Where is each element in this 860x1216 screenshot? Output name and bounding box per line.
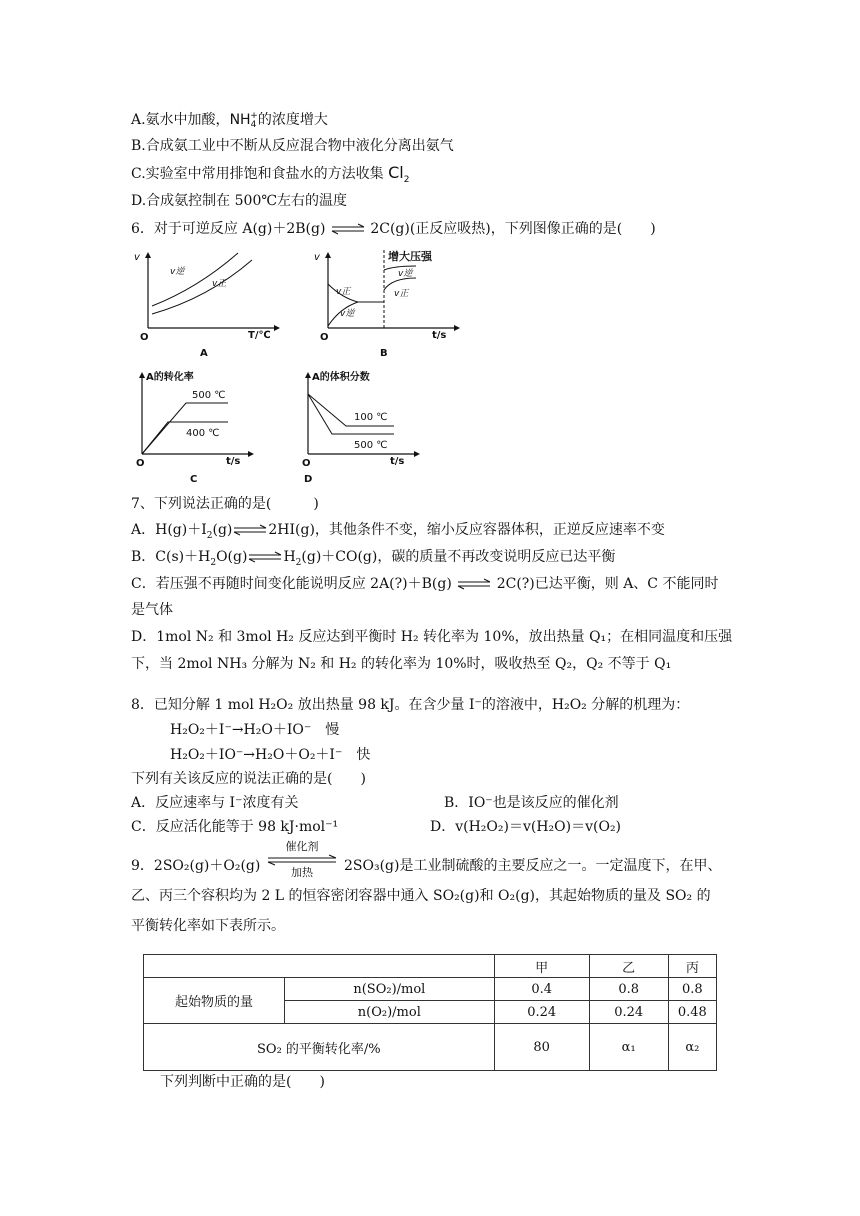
q8-step1: H₂O₂＋I⁻→H₂O＋IO⁻ 慢 bbox=[170, 722, 340, 738]
row-group-label: 起始物质的量 bbox=[144, 978, 285, 1024]
q7-option-a: A．$H(g)+I_2(g)$ 2HI(g)，其他条件不变，缩小反应容器体积，正逆反应速率不变 bbox=[131, 522, 665, 541]
svg-text:v逆: v逆 bbox=[398, 269, 413, 279]
col-header-jia: 甲 bbox=[494, 955, 589, 978]
svg-text:400 ℃: 400 ℃ bbox=[186, 428, 220, 439]
q5-option-c: C.实验室中常用排饱和食盐水的方法收集 $Cl_2$ bbox=[131, 163, 410, 186]
q7-option-b: B．$C(s)+H_2O(g)$ $H_2(g)+CO(g)$，碳的质量不再改变说明反应已达平衡 bbox=[131, 549, 616, 568]
fig-a-ylabel: v bbox=[134, 252, 140, 263]
q9-table: 甲 乙 丙 起始物质的量 n(SO₂)/mol 0.4 0.8 0.8 n(O₂)/mol 0.24 0.24 0.48 SO₂ 的平衡转化率/% 80 α₁ α₂ bbox=[143, 954, 717, 1071]
svg-text:v正: v正 bbox=[394, 289, 409, 299]
svg-text:O: O bbox=[136, 458, 145, 469]
svg-text:增大压强: 增大压强 bbox=[388, 250, 432, 263]
svg-text:D: D bbox=[304, 474, 313, 485]
svg-text:O: O bbox=[302, 458, 311, 469]
q7-stem: 7、下列说法正确的是( ) bbox=[131, 496, 319, 512]
svg-text:t/s: t/s bbox=[226, 456, 241, 467]
svg-text:v正: v正 bbox=[212, 279, 227, 289]
svg-text:v正: v正 bbox=[336, 287, 351, 297]
figure-b bbox=[308, 248, 468, 364]
q8-step2: H₂O₂＋IO⁻→H₂O＋O₂＋I⁻ 快 bbox=[170, 747, 371, 763]
svg-text:500 ℃: 500 ℃ bbox=[354, 440, 388, 451]
q8-option-d: D．v(H₂O₂)＝v(H₂O)＝v(O₂) bbox=[430, 819, 622, 835]
q9-eq-right: 2SO₃(g)是工业制硫酸的主要反应之一。一定温度下，在甲、 bbox=[344, 858, 722, 874]
equilibrium-arrow-icon bbox=[232, 524, 268, 536]
row-label-conversion: SO₂ 的平衡转化率/% bbox=[144, 1024, 495, 1071]
row-label-so2: n(SO₂)/mol bbox=[285, 978, 495, 1001]
q6-stem: 6．对于可逆反应 A(g)＋2B(g) 2C(g)(正反应吸热)，下列图像正确的是( ) bbox=[131, 221, 656, 237]
q9-line3: 平衡转化率如下表所示。 bbox=[131, 918, 285, 934]
q9-line2: 乙、丙三个容积均为 2 L 的恒容密闭容器中通入 SO₂(g)和 O₂(g)，其起始物质的量及 SO₂ 的 bbox=[131, 888, 711, 904]
svg-text:O: O bbox=[140, 332, 149, 343]
svg-text:O: O bbox=[320, 332, 329, 343]
col-header-bing: 丙 bbox=[668, 955, 716, 978]
svg-text:v逆: v逆 bbox=[170, 267, 185, 277]
equilibrium-arrow-icon bbox=[456, 578, 492, 590]
svg-text:B: B bbox=[380, 348, 388, 359]
q7-option-c-line2: 是气体 bbox=[131, 602, 173, 618]
q8-option-b: B．IO⁻也是该反应的催化剂 bbox=[444, 795, 619, 811]
svg-text:500 ℃: 500 ℃ bbox=[192, 390, 226, 401]
svg-text:t/s: t/s bbox=[432, 330, 447, 341]
q7-option-d-line2: 下，当 2mol NH₃ 分解为 N₂ 和 H₂ 的转化率为 10%时，吸收热至 Q₂，Q₂ 不等于 Q₁ bbox=[131, 656, 672, 672]
q9-ask: 下列判断中正确的是( ) bbox=[160, 1074, 325, 1090]
col-header-yi: 乙 bbox=[589, 955, 668, 978]
q8-option-c: C．反应活化能等于 98 kJ·mol⁻¹ bbox=[131, 819, 339, 835]
svg-text:A的转化率: A的转化率 bbox=[146, 372, 194, 383]
svg-text:t/s: t/s bbox=[390, 456, 405, 467]
q7-option-c-line1: C．若压强不再随时间变化能说明反应 2A(?)＋B(g) 2C(?)已达平衡，则 A、C 不能同时 bbox=[131, 576, 719, 592]
q5-option-b: B.合成氨工业中不断从反应混合物中液化分离出氨气 bbox=[131, 138, 454, 154]
q5-option-d: D.合成氨控制在 500℃左右的温度 bbox=[131, 193, 348, 209]
q9-eq-left: 9．2SO₂(g)＋O₂(g) bbox=[131, 858, 261, 874]
row-label-o2: n(O₂)/mol bbox=[285, 1001, 495, 1024]
fig-a-letter: A bbox=[200, 348, 208, 359]
svg-text:C: C bbox=[190, 474, 198, 485]
q8-stem: 8．已知分解 1 mol H₂O₂ 放出热量 98 kJ。在含少量 I⁻的溶液中，H₂O₂ 分解的机理为： bbox=[131, 697, 690, 713]
svg-text:T/℃: T/℃ bbox=[248, 330, 271, 341]
q5-option-a: A.氨水中加酸，$NH_4^+$的浓度增大 bbox=[131, 111, 328, 130]
svg-text:v逆: v逆 bbox=[340, 309, 355, 319]
svg-text:A的体积分数: A的体积分数 bbox=[312, 372, 370, 383]
q7-option-d-line1: D．1mol N₂ 和 3mol H₂ 反应达到平衡时 H₂ 转化率为 10%，放出热量 Q₁；在相同温度和压强 bbox=[131, 629, 733, 645]
figure-d bbox=[294, 368, 424, 490]
svg-text:v: v bbox=[314, 252, 320, 263]
equilibrium-arrow-icon bbox=[330, 223, 366, 235]
equilibrium-arrow-icon bbox=[247, 551, 283, 563]
q8-option-a: A．反应速率与 I⁻浓度有关 bbox=[131, 795, 299, 811]
svg-text:100 ℃: 100 ℃ bbox=[354, 412, 388, 423]
figure-c bbox=[128, 368, 258, 490]
q9-condition-arrow: 催化剂 加热 bbox=[266, 840, 338, 880]
equilibrium-arrow-icon bbox=[266, 854, 338, 866]
q8-ask: 下列有关该反应的说法正确的是( ) bbox=[131, 771, 366, 787]
figure-a bbox=[128, 248, 288, 364]
